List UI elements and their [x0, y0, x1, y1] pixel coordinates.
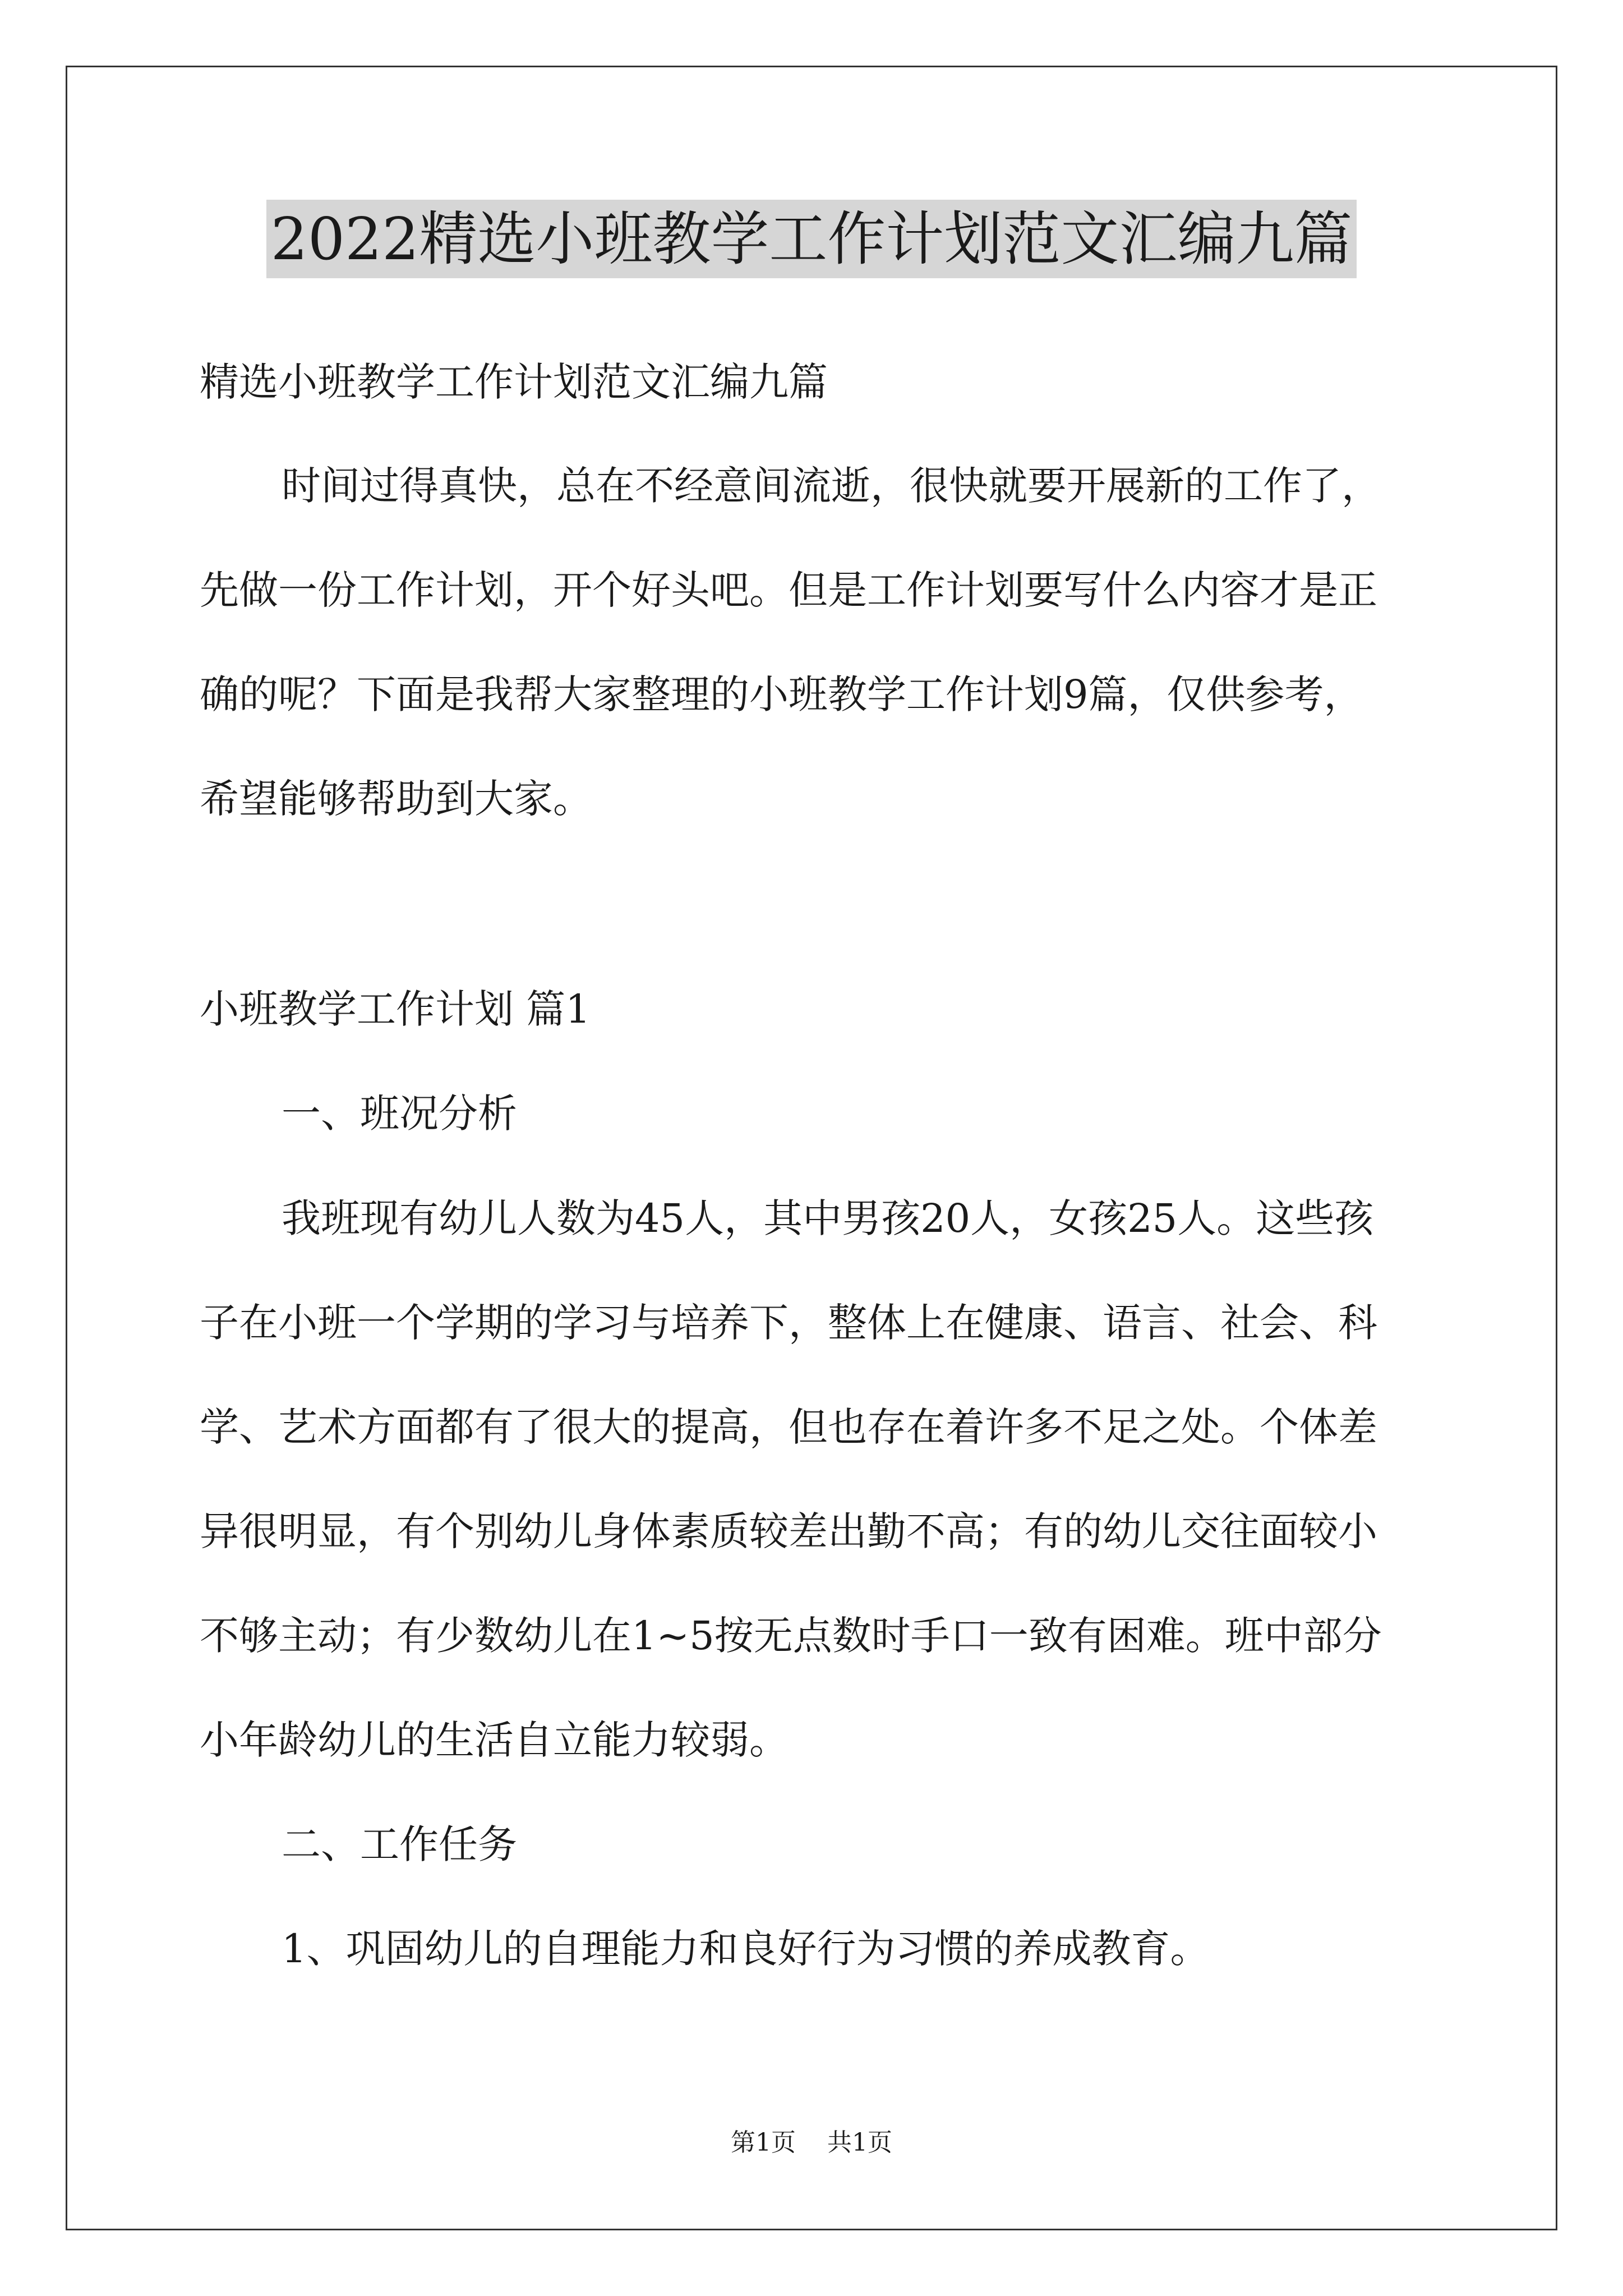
page-footer — [0, 2126, 1623, 2160]
page-total: 共1页 — [827, 2128, 892, 2157]
document-subtitle: 精选小班教学工作计划范文汇编九篇 — [200, 359, 828, 405]
analysis-line-5: 不够主动；有少数幼儿在1~5按无点数时手口一致有困难。班中部分 — [200, 1613, 1382, 1659]
heading-work-tasks: 二、工作任务 — [282, 1821, 517, 1867]
task-item-1: 1、巩固幼儿的自理能力和良好行为习惯的养成教育。 — [282, 1926, 1210, 1972]
document-title: 2022精选小班教学工作计划范文汇编九篇 — [266, 200, 1357, 278]
heading-class-analysis: 一、班况分析 — [282, 1091, 517, 1137]
intro-line-2: 先做一份工作计划，开个好头吧。但是工作计划要写什么内容才是正 — [200, 567, 1377, 613]
analysis-line-3: 学、艺术方面都有了很大的提高，但也存在着许多不足之处。个体差 — [200, 1404, 1377, 1450]
analysis-line-6: 小年龄幼儿的生活自立能力较弱。 — [200, 1717, 789, 1763]
intro-line-4: 希望能够帮助到大家。 — [200, 776, 592, 822]
analysis-line-4: 异很明显，有个别幼儿身体素质较差出勤不高；有的幼儿交往面较小 — [200, 1508, 1377, 1554]
page-number: 第1页 — [731, 2128, 796, 2157]
section-title: 小班教学工作计划 篇1 — [200, 986, 591, 1032]
analysis-line-1: 我班现有幼儿人数为45人，其中男孩20人，女孩25人。这些孩 — [282, 1195, 1374, 1241]
intro-line-3: 确的呢？下面是我帮大家整理的小班教学工作计划9篇，仅供参考， — [200, 671, 1363, 717]
analysis-line-2: 子在小班一个学期的学习与培养下，整体上在健康、语言、社会、科 — [200, 1300, 1377, 1346]
intro-line-1: 时间过得真快，总在不经意间流逝，很快就要开展新的工作了， — [282, 463, 1381, 509]
title-container — [0, 200, 1623, 278]
